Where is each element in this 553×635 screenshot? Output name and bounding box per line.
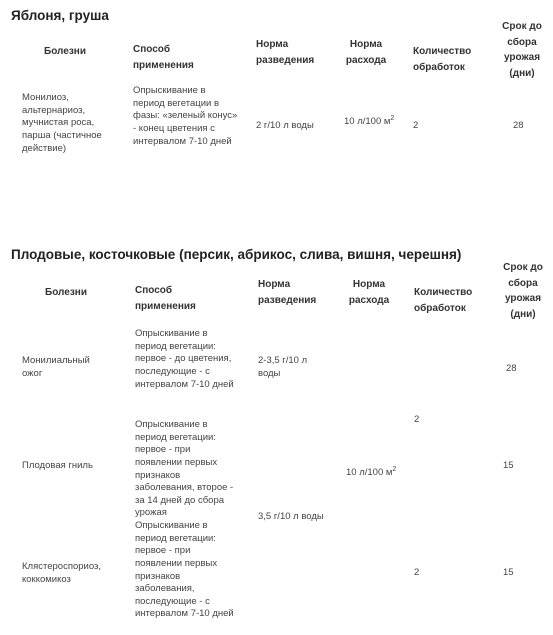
norma-raskhoda-text: 10 л/100 м	[344, 116, 391, 128]
cell-norma-razvedeniya: 2 г/10 л воды	[256, 120, 314, 131]
cell-srok-row1: 28	[506, 363, 517, 374]
header-norma-raskhoda-2: Норма расхода	[348, 279, 390, 306]
section-title-stone-fruits: Плодовые, косточковые (персик, абрикос, слива, вишня, черешня)	[11, 247, 462, 262]
header-srok-2: Срок до сбора урожая (дни)	[503, 262, 543, 320]
cell-sposob-row3: Опрыскивание в период вегетации: первое - при появлении первых признаков заболевания, последующие - с интервалом 7-10 дней	[135, 520, 234, 620]
cell-norma-razvedeniya-shared: 3,5 г/10 л воды	[258, 511, 324, 522]
cell-srok-row3: 15	[503, 567, 514, 578]
header-kolichestvo: Количество обработок	[413, 46, 472, 73]
header-sposob: Способ применения	[133, 44, 194, 71]
cell-kolichestvo: 2	[413, 120, 419, 131]
norma-raskhoda-shared-text: 10 л/100 м	[346, 467, 393, 479]
cell-kolichestvo-row3: 2	[414, 567, 420, 578]
cell-sposob: Опрыскивание в период вегетации в фазы: «зеленый конус» - конец цветения с интервалом 7-10 дней	[133, 85, 238, 147]
norma-raskhoda-sup: 2	[390, 115, 395, 122]
cell-srok-row2: 15	[503, 460, 514, 471]
header-norma-razvedeniya-2: Норма разведения	[258, 279, 317, 306]
cell-srok: 28	[513, 120, 524, 131]
cell-kolichestvo-shared: 2	[414, 414, 420, 425]
cell-bolezni-row3: Клястероспориоз, коккомикоз	[22, 561, 102, 585]
header-bolezni-2: Болезни	[45, 287, 87, 298]
header-kolichestvo-2: Количество обработок	[414, 287, 473, 314]
header-bolezni: Болезни	[44, 46, 86, 57]
cell-bolezni-row1: Монилиальный ожог	[22, 355, 90, 379]
cell-norma-raskhoda-shared	[346, 465, 401, 480]
header-norma-razvedeniya: Норма разведения	[256, 39, 315, 66]
cell-sposob-row2: Опрыскивание в период вегетации: первое - при появлении первых признаков заболевания, второе - за 14 дней до сбора урожая	[135, 419, 234, 519]
cell-sposob-row1: Опрыскивание в период вегетации: первое - до цветения, последующие - с интервалом 7-10 дней	[135, 328, 234, 390]
cell-bolezni: Монилиоз, альтернариоз, мучнистая роса, парша (частичное действие)	[22, 92, 102, 154]
header-srok: Срок до сбора урожая (дни)	[502, 21, 542, 79]
header-sposob-2: Способ применения	[135, 285, 196, 312]
header-norma-raskhoda: Норма расхода	[345, 39, 387, 66]
cell-norma-razvedeniya-row1: 2-3,5 г/10 л воды	[258, 355, 308, 379]
norma-raskhoda-shared-sup: 2	[392, 466, 397, 473]
cell-norma-raskhoda	[344, 114, 399, 129]
section-title-apple-pear: Яблоня, груша	[11, 8, 109, 23]
cell-bolezni-row2: Плодовая гниль	[22, 460, 93, 471]
